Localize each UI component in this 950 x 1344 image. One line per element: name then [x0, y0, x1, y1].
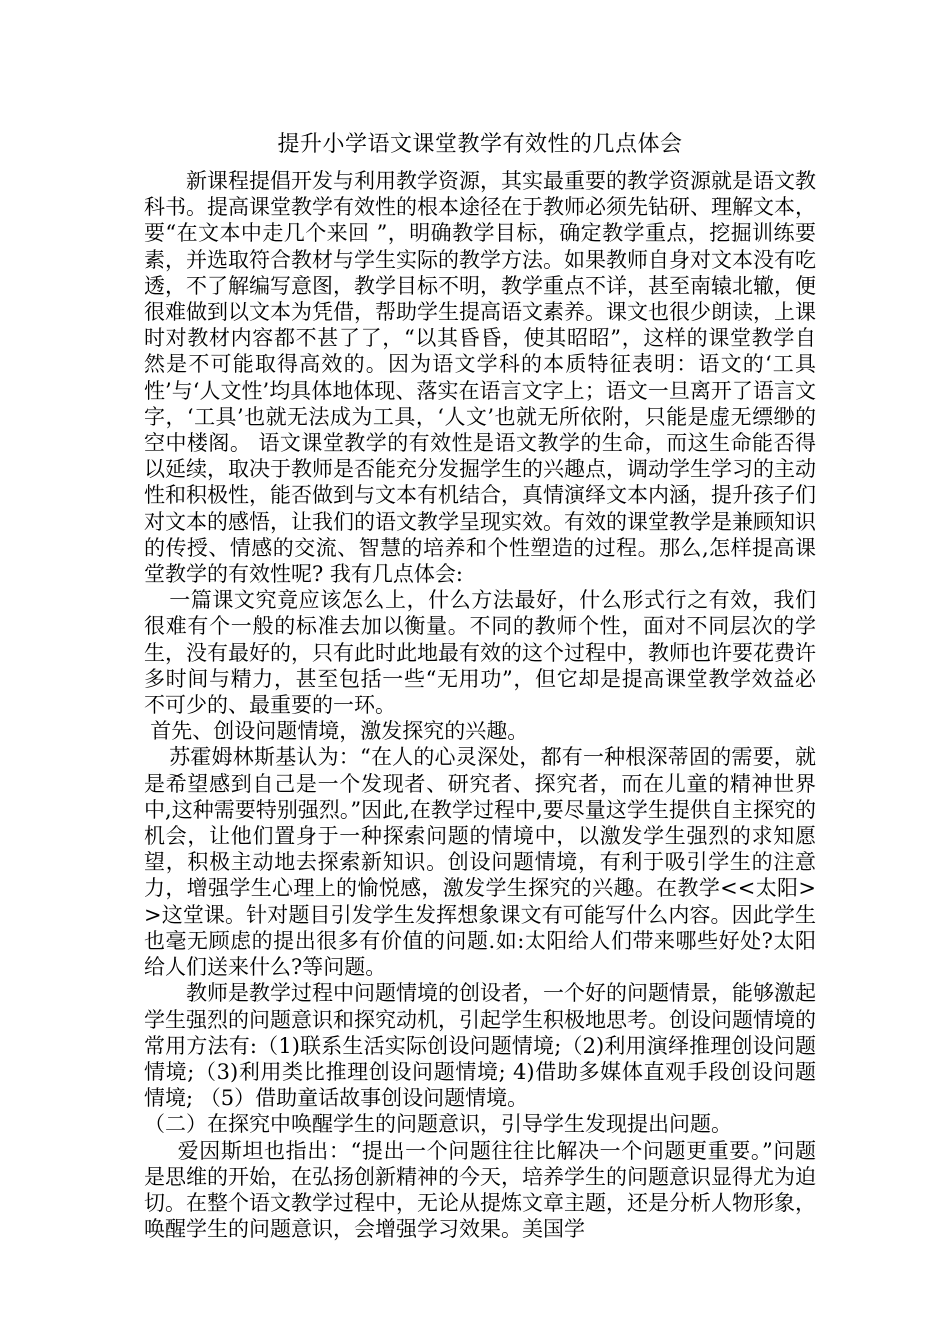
paragraph-teacher-role: 教师是教学过程中问题情境的创设者，一个好的问题情景，能够激起学生强烈的问题意识和探究动机，引起学生积极地思考。创设问题情境的常用方法有:（1)联系生活实际创设问题情境;（2)利用演绎推理创设问题情境;（3)利用类比推理创设问题情境; 4)借助多媒体直观手段创设问题情境; （5）借助童话故事创设问题情境。: [144, 981, 816, 1111]
document-title: 提升小学语文课堂教学有效性的几点体会: [277, 132, 683, 157]
paragraph-sukhomlinsky: 苏霍姆林斯基认为：“在人的心灵深处，都有一种根深蒂固的需要，就是希望感到自己是一个发现者、研究者、探究者，而在儿童的精神世界中,这种需要特别强烈。”因此,在教学过程中,要尽量这学生提供自主探究的机会，让他们置身于一种探索问题的情境中，以激发学生强烈的求知愿望，积极主动地去探索新知识。创设问题情境，有利于吸引学生的注意力，增强学生心理上的愉悦感，激发学生探究的兴趣。在教学<<太阳>>这堂课。针对题目引发学生发挥想象课文有可能写什么内容。因此学生也毫无顾虑的提出很多有价值的问题.如:太阳给人们带来哪些好处?太阳给人们送来什么?等问题。: [144, 745, 816, 980]
paragraph-intro: 新课程提倡开发与利用教学资源，其实最重要的教学资源就是语文教科书。提高课堂教学有效性的根本途径在于教师必须先钻研、理解文本，要“在文本中走几个来回 ”，明确教学目标，确定教学重点，挖掘训练要素，并选取符合教材与学生实际的教学方法。如果教师自身对文本没有吃透，不了解编写意图，教学目标不明，教学重点不详，甚至南辕北辙，便很难做到以文本为凭借，帮助学生提高语文素养。课文也很少朗读，上课时对教材内容都不甚了了，“以其昏昏，使其昭昭”，这样的课堂教学自然是不可能取得高效的。因为语文学科的本质特征表明：语文的‘工具性’与‘人文性’均具体地体现、落实在语言文字上；语文一旦离开了语言文字，‘工具’也就无法成为工具，‘人文’也就无所依附，只能是虚无缥缈的空中楼阁。 语文课堂教学的有效性是语文教学的生命，而这生命能否得以延续，取决于教师是否能充分发掘学生的兴趣点，调动学生学习的主动性和积极性，能否做到与文本有机结合，真情演绎文本内涵，提升孩子们对文本的感悟，让我们的语文教学呈现实效。有效的课堂教学是兼顾知识的传授、情感的交流、智慧的培养和个性塑造的过程。那么,怎样提高课堂教学的有效性呢? 我有几点体会:: [144, 169, 816, 587]
document-page: [144, 128, 816, 1242]
paragraph-method: 一篇课文究竟应该怎么上，什么方法最好，什么形式行之有效，我们很难有个一般的标准去加以衡量。不同的教师个性，面对不同层次的学生，没有最好的，只有此时此地最有效的这个过程中，教师也许要花费许多时间与精力，甚至包括一些“无用功”，但它却是提高课堂教学效益必不可少的、最重要的一环。: [144, 588, 816, 718]
section-heading-first: 首先、创设问题情境，激发探究的兴趣。: [150, 719, 529, 744]
section-heading-second: （二）在探究中唤醒学生的问题意识，引导学生发现提出问题。: [144, 1112, 732, 1137]
paragraph-einstein: 爱因斯坦也指出：“提出一个问题往往比解决一个问题更重要。”问题是思维的开始，在弘扬创新精神的今天，培养学生的问题意识显得尤为迫切。在整个语文教学过程中，无论从提炼文章主题，还是分析人物形象，唤醒学生的问题意识，会增强学习效果。美国学: [144, 1138, 816, 1242]
